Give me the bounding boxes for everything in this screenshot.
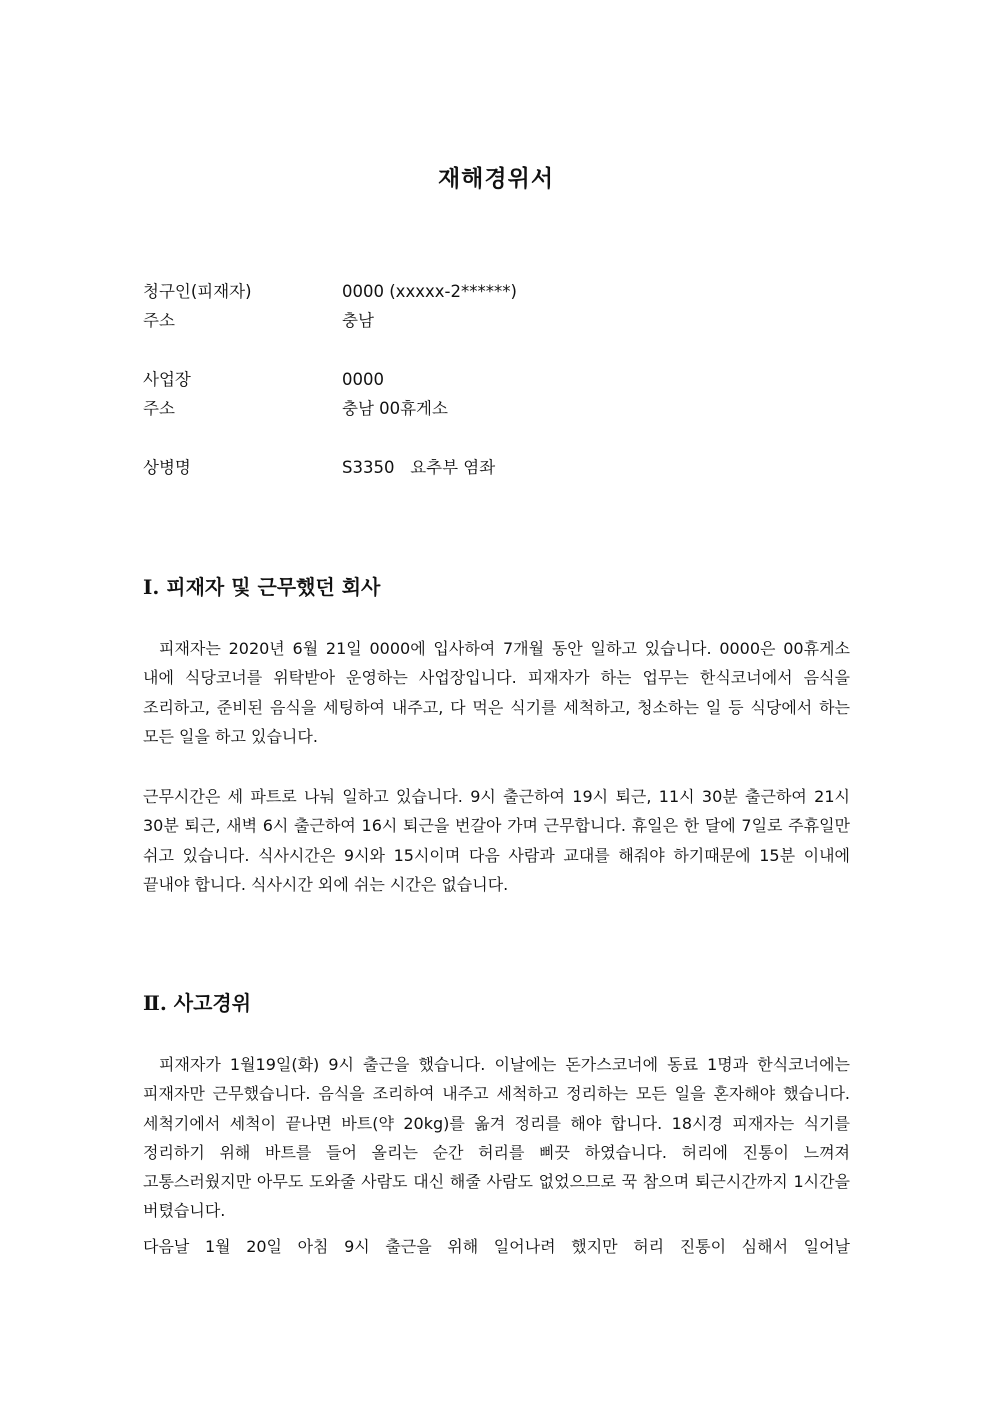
- workplace-address-row: [143, 397, 448, 421]
- claimant-name-value: 0000 (xxxxx-2******): [342, 282, 517, 301]
- section-1-paragraph-1: 피재자는 2020년 6월 21일 0000에 입사하여 7개월 동안 일하고 있습니다. 0000은 00휴게소 내에 식당코너를 위탁받아 운영하는 사업장입니다. 피재자가 하는 업무는 한식코너에서 음식을 조리하고, 준비된 음식을 세팅하여 내주고, 다 먹은 식기를 세척하고, 청소하는 일 등 식당에서 하는 모든 일을 하고 있습니다.: [143, 639, 850, 746]
- claimant-address-label: 주소: [143, 311, 175, 330]
- workplace-name-value: 0000: [342, 370, 384, 389]
- document-title: 재해경위서: [437, 165, 555, 192]
- claimant-address-row: [143, 309, 374, 333]
- diagnosis-label: 상병명: [143, 458, 191, 477]
- workplace-name-row: [143, 368, 384, 392]
- section-1-heading: Ⅰ. 피재자 및 근무했던 회사: [143, 575, 381, 599]
- workplace-name-label: 사업장: [143, 370, 191, 389]
- section-2-paragraph-1: 피재자가 1월19일(화) 9시 출근을 했습니다. 이날에는 돈가스코너에 동료 1명과 한식코너에는 피재자만 근무했습니다. 음식을 조리하여 내주고 세척하고 정리하는 모든 일을 혼자해야 했습니다. 세척기에서 세척이 끝나면 바트(약 20kg)를 옮겨 정리를 해야 합니다. 18시경 피재자는 식기를 정리하기 위해 바트를 들어 올리는 순간 허리를 삐끗 하였습니다. 허리에 진통이 느껴져 고통스러웠지만 아무도 도와줄 사람도 대신 해줄 사람도 없었으므로 꾹 참으며 퇴근시간까지 1시간을 버텼습니다.: [143, 1055, 850, 1221]
- diagnosis-row: [143, 456, 495, 480]
- section-1-paragraph-2: 근무시간은 세 파트로 나눠 일하고 있습니다. 9시 출근하여 19시 퇴근, 11시 30분 출근하여 21시 30분 퇴근, 새벽 6시 출근하여 16시 퇴근을 번갈아 가며 근무합니다. 휴일은 한 달에 7일로 주휴일만 쉬고 있습니다. 식사시간은 9시와 15시이며 다음 사람과 교대를 해줘야 하기때문에 15분 이내에 끝내야 합니다. 식사시간 외에 쉬는 시간은 없습니다.: [143, 787, 850, 894]
- claimant-name-row: [143, 280, 517, 304]
- section-2-heading: Ⅱ. 사고경위: [143, 991, 252, 1015]
- workplace-address-label: 주소: [143, 399, 175, 418]
- section-2-paragraph-2: 다음날 1월 20일 아침 9시 출근을 위해 일어나려 했지만 허리 진통이 심해서 일어날: [143, 1237, 850, 1256]
- claimant-name-label: 청구인(피재자): [143, 282, 252, 301]
- workplace-address-value: 충남 00휴게소: [342, 399, 448, 418]
- claimant-address-value: 충남: [342, 311, 374, 330]
- diagnosis-value: S3350 요추부 염좌: [342, 458, 496, 477]
